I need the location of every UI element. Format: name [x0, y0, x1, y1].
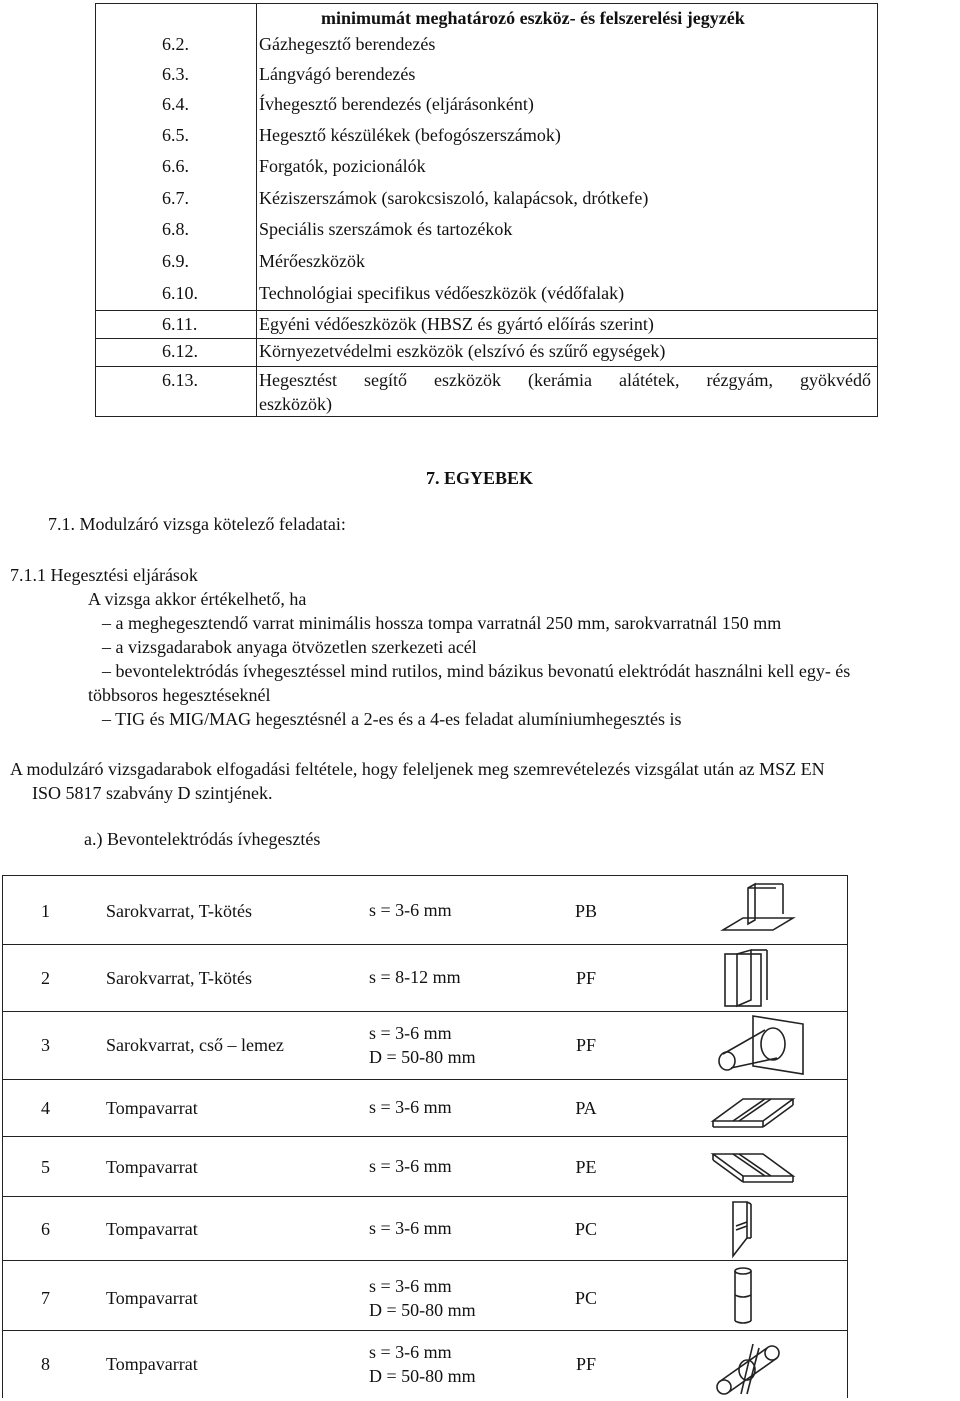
weld-table [2, 875, 848, 1398]
row-number: 6.12. [162, 341, 198, 361]
weld-row-number: 5 [41, 1157, 50, 1177]
row-divider [3, 1330, 847, 1331]
row-text: Mérőeszközök [259, 251, 365, 271]
subheading: a.) Bevontelektródás ívhegesztés [84, 829, 321, 849]
weld-row-type: Tompavarrat [106, 1157, 198, 1177]
weld-row-position: PB [574, 901, 598, 921]
row-text: Lángvágó berendezés [259, 64, 416, 84]
row-text: Technológiai specifikus védőeszközök (védőfalak) [259, 283, 625, 303]
weld-row-position: PF [575, 968, 597, 988]
row-text: Speciális szerszámok és tartozékok [259, 219, 513, 239]
weld-row-number: 8 [41, 1354, 50, 1374]
row-text: Környezetvédelmi eszközök (elszívó és szűrő egységek) [259, 341, 666, 361]
condition-item: – a meghegesztendő varrat minimális hossza tompa varratnál 250 mm, sarokvarratnál 150 mm [102, 613, 782, 633]
row-text: Hegesztő készülékek (befogószerszámok) [259, 125, 561, 145]
row-number: 6.8. [162, 219, 189, 239]
weld-row-position: PA [575, 1098, 597, 1118]
section-title: 7. EGYEBEK [426, 468, 534, 488]
subsubsection-title: 7.1.1 Hegesztési eljárások [10, 565, 198, 585]
condition-item: – TIG és MIG/MAG hegesztésnél a 2-es és a 4-es feladat alumíniumhegesztés is [102, 709, 682, 729]
weld-row-type: Tompavarrat [106, 1219, 198, 1239]
subsection-title: 7.1. Modulzáró vizsga kötelező feladatai: [48, 514, 346, 534]
weld-row-dimension: s = 3-6 mm [369, 1218, 452, 1238]
weld-row-number: 3 [41, 1035, 50, 1055]
weld-row-dimension: s = 3-6 mm [369, 1023, 452, 1043]
weld-row-dimension: s = 3-6 mm [369, 1097, 452, 1117]
weld-row-type: Sarokvarrat, T-kötés [106, 968, 252, 988]
pipe-vertical-icon [703, 1265, 813, 1327]
row-text: Ívhegesztő berendezés (eljárásonként) [259, 94, 534, 114]
row-number: 6.6. [162, 156, 189, 176]
acceptance-text-continued: ISO 5817 szabvány D szintjének. [32, 783, 273, 803]
weld-row-number: 7 [41, 1288, 50, 1308]
row-divider [3, 1079, 847, 1080]
row-divider [96, 366, 877, 367]
weld-row-type: Sarokvarrat, cső – lemez [106, 1035, 284, 1055]
row-divider [3, 944, 847, 945]
pipe-horizontal-icon [703, 1334, 813, 1396]
condition-intro: A vizsga akkor értékelhető, ha [88, 589, 307, 609]
weld-row-diameter: D = 50-80 mm [369, 1047, 476, 1067]
butt-overhead-icon [703, 1140, 813, 1202]
row-text-continued: eszközök) [259, 394, 332, 414]
weld-row-dimension: s = 3-6 mm [369, 900, 452, 920]
weld-row-number: 6 [41, 1219, 50, 1239]
row-text: Egyéni védőeszközök (HBSZ és gyártó előírás szerint) [259, 314, 654, 334]
pipe-plate-icon [703, 1014, 813, 1076]
row-divider [3, 1260, 847, 1261]
row-number: 6.9. [162, 251, 189, 271]
weld-row-type: Tompavarrat [106, 1098, 198, 1118]
row-number: 6.2. [162, 34, 189, 54]
weld-row-position: PF [575, 1035, 597, 1055]
weld-row-position: PC [574, 1288, 598, 1308]
weld-row-dimension: s = 3-6 mm [369, 1342, 452, 1362]
weld-row-type: Tompavarrat [106, 1354, 198, 1374]
row-number: 6.10. [162, 283, 198, 303]
row-text: Gázhegesztő berendezés [259, 34, 436, 54]
weld-row-type: Sarokvarrat, T-kötés [106, 901, 252, 921]
butt-flat-icon [703, 1081, 813, 1143]
weld-row-dimension: s = 3-6 mm [369, 1276, 452, 1296]
row-number: 6.13. [162, 370, 198, 390]
t-joint-icon [703, 880, 813, 942]
row-number: 6.4. [162, 94, 189, 114]
row-text: Kéziszerszámok (sarokcsiszoló, kalapácsok, drótkefe) [259, 188, 649, 208]
weld-row-diameter: D = 50-80 mm [369, 1300, 476, 1320]
weld-row-number: 2 [41, 968, 50, 988]
column-divider [256, 4, 257, 416]
condition-item-continued: többsoros hegesztéseknél [88, 685, 271, 705]
row-number: 6.7. [162, 188, 189, 208]
row-number: 6.5. [162, 125, 189, 145]
condition-item: – bevontelektródás ívhegesztéssel mind rutilos, mind bázikus bevonatú elektródát használni kell egy- és [102, 661, 851, 681]
acceptance-text: A modulzáró vizsgadarabok elfogadási feltétele, hogy feleljenek meg szemrevételezés vizsgálat után az MSZ EN [10, 759, 825, 779]
butt-horizontal-icon [703, 1198, 813, 1260]
row-text: Forgatók, pozicionálók [259, 156, 426, 176]
condition-item: – a vizsgadarabok anyaga ötvözetlen szerkezeti acél [102, 637, 477, 657]
weld-row-number: 1 [41, 901, 50, 921]
row-number: 6.11. [162, 314, 198, 334]
weld-row-position: PE [575, 1157, 597, 1177]
row-text: Hegesztést segítő eszközök (kerámia alátétek, rézgyám, gyökvédő [259, 370, 871, 390]
weld-row-position: PC [574, 1219, 598, 1239]
weld-row-diameter: D = 50-80 mm [369, 1366, 476, 1386]
t-joint-vertical-icon [703, 948, 813, 1010]
weld-row-dimension: s = 3-6 mm [369, 1156, 452, 1176]
weld-row-dimension: s = 8-12 mm [369, 967, 461, 987]
equipment-table-heading: minimumát meghatározó eszköz- és felszerelési jegyzék [321, 8, 745, 28]
equipment-table [95, 3, 878, 417]
row-divider [3, 1011, 847, 1012]
row-divider [96, 338, 877, 339]
row-divider [96, 310, 877, 311]
row-number: 6.3. [162, 64, 189, 84]
weld-row-type: Tompavarrat [106, 1288, 198, 1308]
weld-row-position: PF [575, 1354, 597, 1374]
weld-row-number: 4 [41, 1098, 50, 1118]
